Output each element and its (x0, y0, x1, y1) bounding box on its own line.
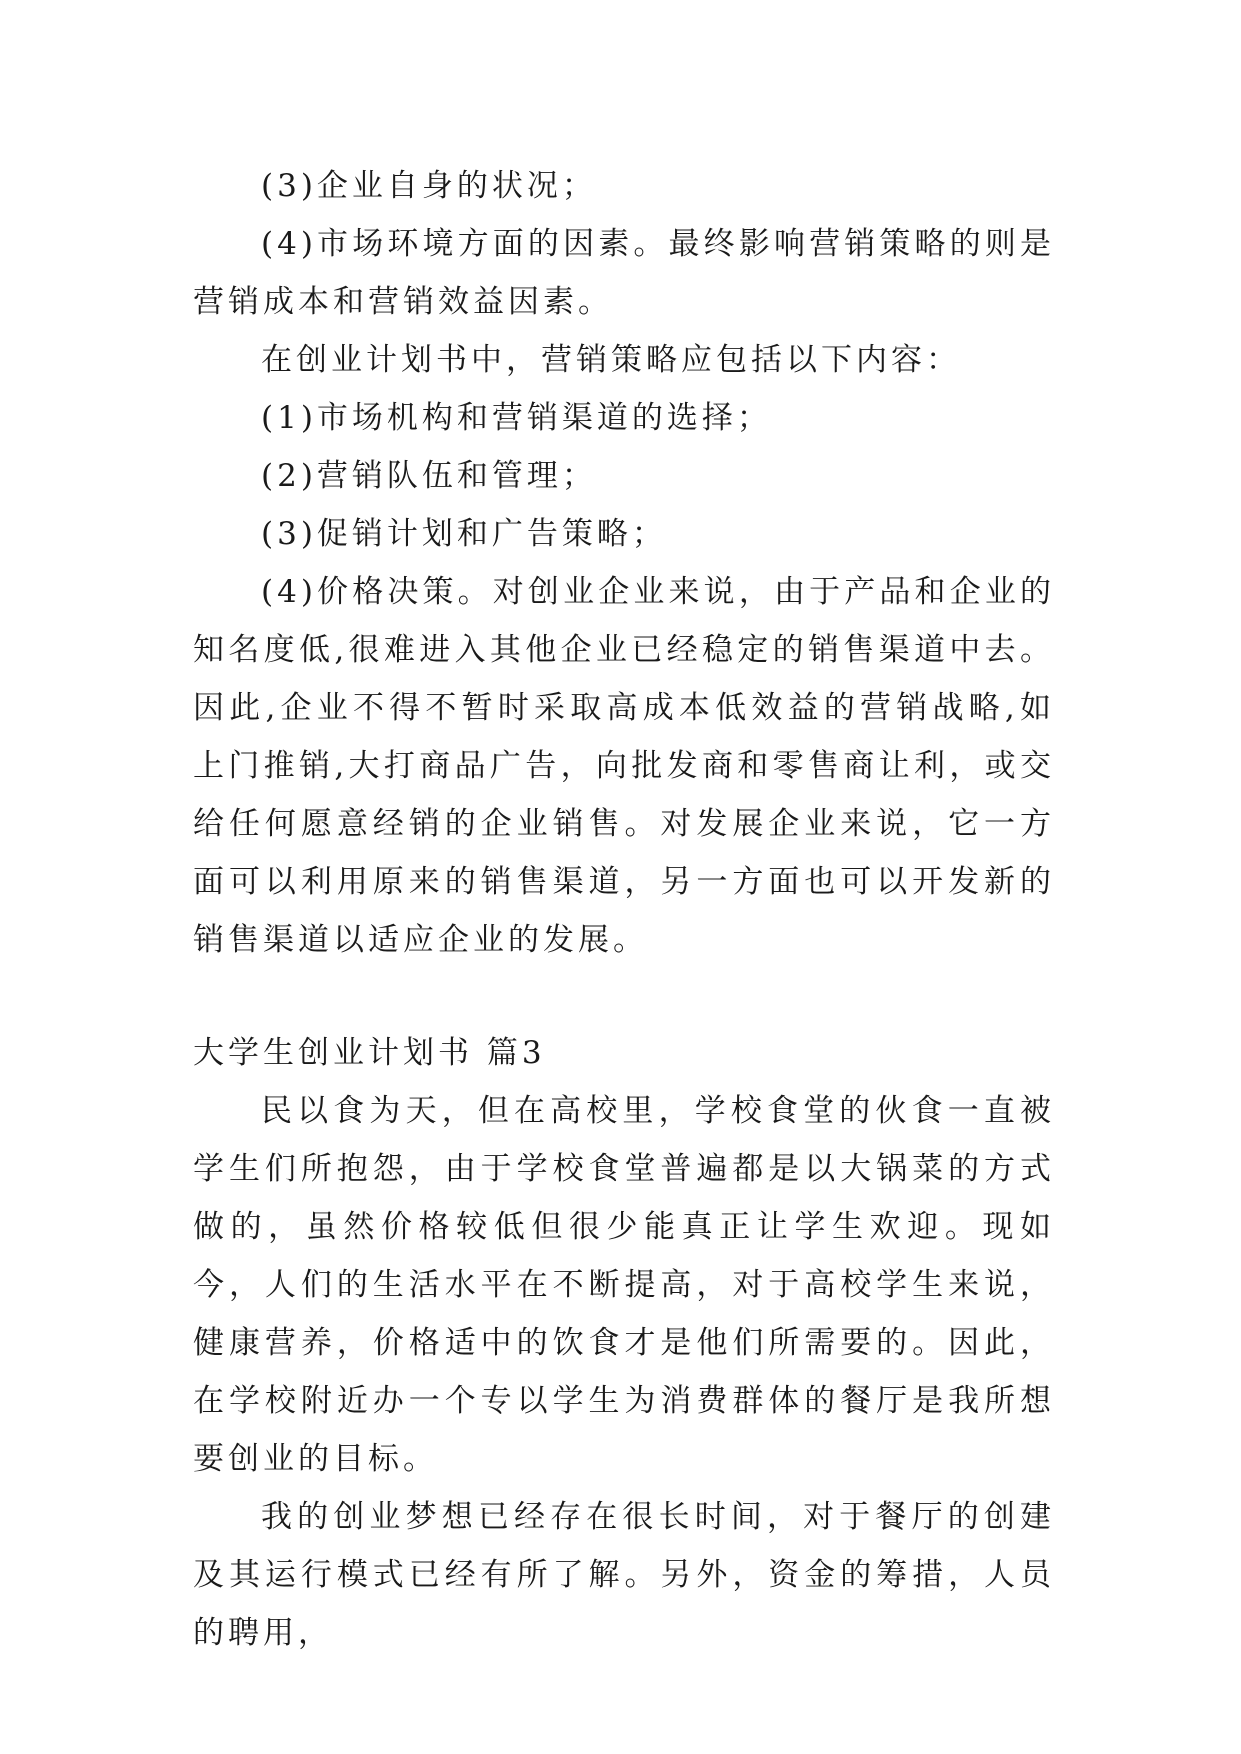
paragraph: (3)企业自身的状况； (261, 168, 597, 204)
paragraph: 我的创业梦想已经存在很长时间，对于餐厅的创建及其运行模式已经有所了解。另外，资金的筹措，人员的聘用， (193, 1499, 1055, 1651)
paragraph: (2)营销队伍和管理； (261, 458, 597, 494)
marketing-strategy-section (193, 157, 1055, 969)
business-plan-section-3 (193, 1024, 1055, 1662)
paragraph: (3)促销计划和广告策略； (261, 516, 667, 552)
paragraph: (4)市场环境方面的因素。最终影响营销策略的则是营销成本和营销效益因素。 (193, 226, 1055, 320)
paragraph: 在创业计划书中，营销策略应包括以下内容： (261, 342, 961, 378)
section-heading: 大学生创业计划书 篇3 (193, 1035, 546, 1071)
paragraph: (4)价格决策。对创业企业来说，由于产品和企业的知名度低,很难进入其他企业已经稳定的销售渠道中去。因此,企业不得不暂时采取高成本低效益的营销战略,如上门推销,大打商品广告，向批发商和零售商让利，或交给任何愿意经销的企业销售。对发展企业来说，它一方面可以利用原来的销售渠道，另一方面也可以开发新的销售渠道以适应企业的发展。 (193, 574, 1055, 958)
paragraph: (1)市场机构和营销渠道的选择； (261, 400, 772, 436)
paragraph: 民以食为天，但在高校里，学校食堂的伙食一直被学生们所抱怨，由于学校食堂普遍都是以大锅菜的方式做的，虽然价格较低但很少能真正让学生欢迎。现如今，人们的生活水平在不断提高，对于高校学生来说，健康营养，价格适中的饮食才是他们所需要的。因此，在学校附近办一个专以学生为消费群体的餐厅是我所想要创业的目标。 (193, 1093, 1055, 1477)
